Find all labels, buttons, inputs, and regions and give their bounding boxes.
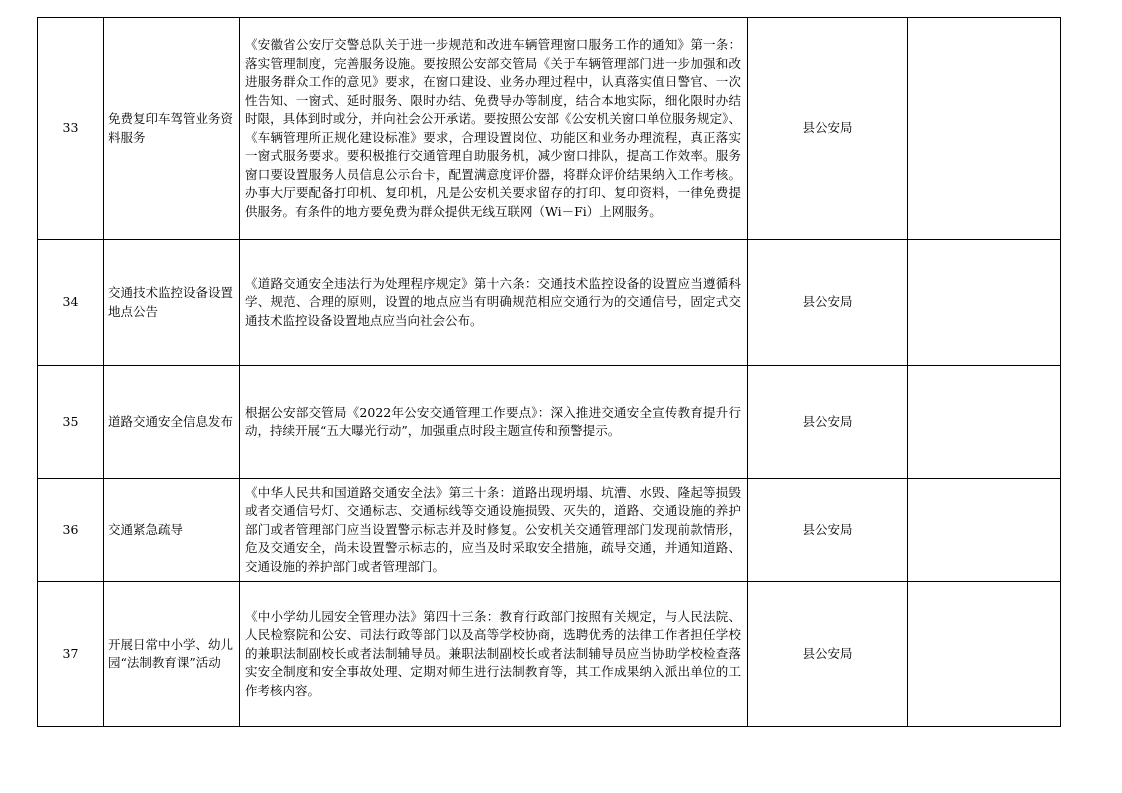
table-row — [38, 582, 1061, 727]
legal-basis: 《中华人民共和国道路交通安全法》第三十条：道路出现坍塌、坑漕、水毁、隆起等损毁或者交通信号灯、交通标志、交通标线等交通设施损毁、灭失的，道路、交通设施的养护部门或者管理部门应当设置警示标志并及时修复。公安机关交通管理部门发现前款情形，危及交通安全，尚未设置警示标志的，应当及时采取安全措施，疏导交通，并通知道路、交通设施的养护部门或者管理部门。 — [240, 479, 748, 582]
table-row — [38, 240, 1061, 366]
row-number: 33 — [38, 18, 104, 240]
remark-cell — [908, 582, 1061, 727]
legal-basis: 《安徽省公安厅交警总队关于进一步规范和改进车辆管理窗口服务工作的通知》第一条：落实管理制度，完善服务设施。要按照公安部交管局《关于车辆管理部门进一步加强和改进服务群众工作的意见》要求，在窗口建设、业务办理过程中，认真落实值日警官、一次性告知、一窗式、延时服务、限时办结、免费导办等制度，结合本地实际，细化限时办结时限，具体到时或分，并向社会公开承诺。要按照公安部《公安机关窗口单位服务规定》、《车辆管理所正规化建设标准》要求，合理设置岗位、功能区和业务办理流程，真正落实一窗式服务要求。要积极推行交通管理自助服务机，减少窗口排队，提高工作效率。服务窗口要设置服务人员信息公示台卡，配置满意度评价器，将群众评价结果纳入工作考核。办事大厅要配备打印机、复印机，凡是公安机关要求留存的打印、复印资料，一律免费提供服务。有条件的地方要免费为群众提供无线互联网（Wi－Fi）上网服务。 — [240, 18, 748, 240]
table-row — [38, 366, 1061, 479]
table-row — [38, 18, 1061, 240]
row-number: 37 — [38, 582, 104, 727]
legal-basis: 《道路交通安全违法行为处理程序规定》第十六条：交通技术监控设备的设置应当遵循科学、规范、合理的原则，设置的地点应当有明确规范相应交通行为的交通信号，固定式交通技术监控设备设置地点应当向社会公布。 — [240, 240, 748, 366]
responsible-department: 县公安局 — [748, 366, 908, 479]
legal-basis: 《中小学幼儿园安全管理办法》第四十三条：教育行政部门按照有关规定，与人民法院、人民检察院和公安、司法行政等部门以及高等学校协商，选聘优秀的法律工作者担任学校的兼职法制副校长或者法制辅导员。兼职法制副校长或者法制辅导员应当协助学校检查落实安全制度和安全事故处理、定期对师生进行法制教育等，其工作成果纳入派出单位的工作考核内容。 — [240, 582, 748, 727]
row-number: 36 — [38, 479, 104, 582]
item-name: 交通技术监控设备设置地点公告 — [104, 240, 240, 366]
item-name: 交通紧急疏导 — [104, 479, 240, 582]
remark-cell — [908, 479, 1061, 582]
responsible-department: 县公安局 — [748, 479, 908, 582]
services-table — [37, 17, 1061, 727]
item-name: 免费复印车驾管业务资料服务 — [104, 18, 240, 240]
row-number: 35 — [38, 366, 104, 479]
item-name: 道路交通安全信息发布 — [104, 366, 240, 479]
row-number: 34 — [38, 240, 104, 366]
responsible-department: 县公安局 — [748, 582, 908, 727]
remark-cell — [908, 240, 1061, 366]
remark-cell — [908, 18, 1061, 240]
legal-basis: 根据公安部交管局《2022年公安交通管理工作要点》：深入推进交通安全宣传教育提升行动，持续开展“五大曝光行动”，加强重点时段主题宣传和预警提示。 — [240, 366, 748, 479]
responsible-department: 县公安局 — [748, 18, 908, 240]
item-name: 开展日常中小学、幼儿园“法制教育课”活动 — [104, 582, 240, 727]
responsible-department: 县公安局 — [748, 240, 908, 366]
remark-cell — [908, 366, 1061, 479]
table-row — [38, 479, 1061, 582]
